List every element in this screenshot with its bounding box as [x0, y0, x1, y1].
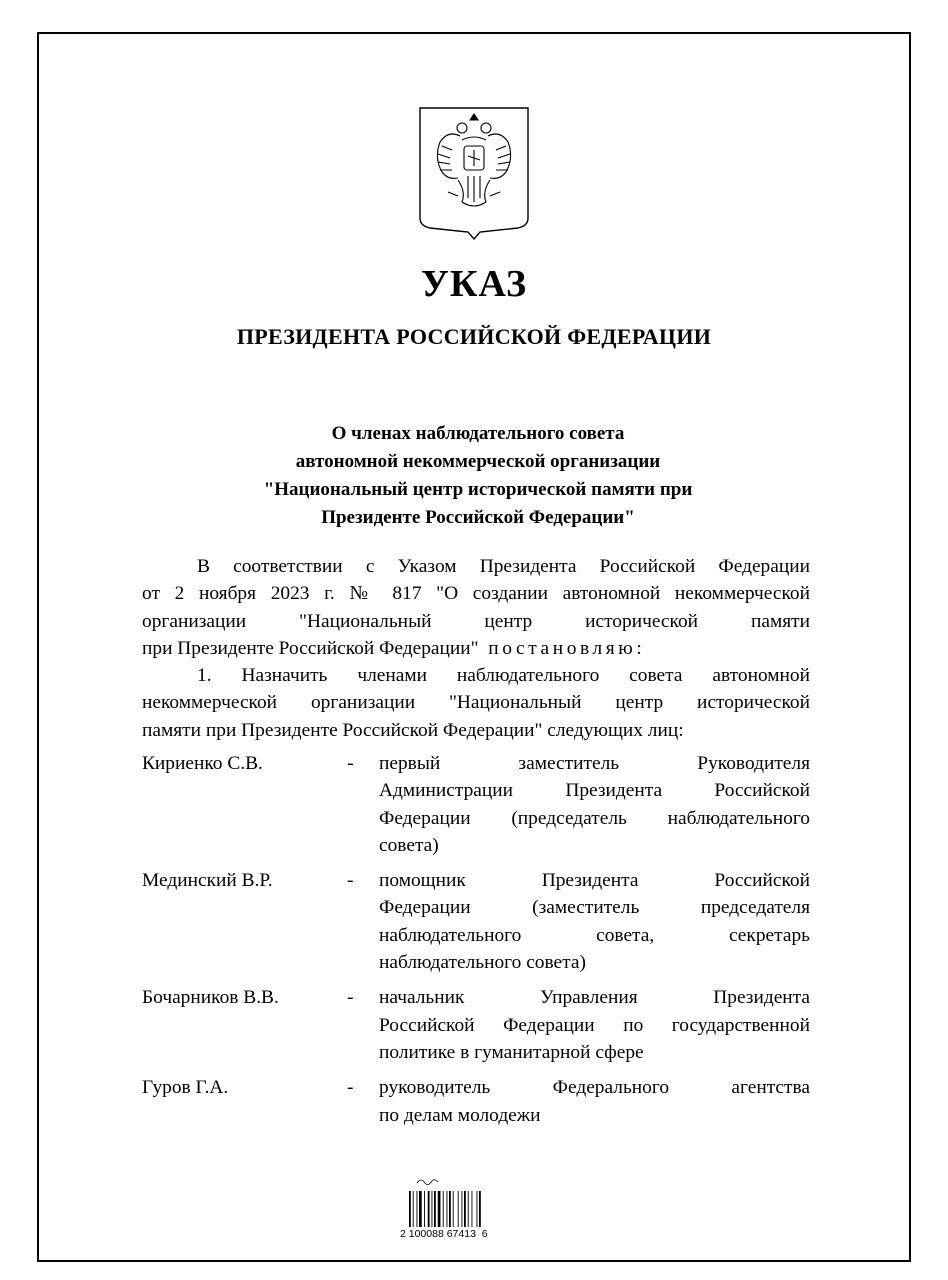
person-name: Гуров Г.А. — [142, 1077, 229, 1099]
role-line: Федерации (заместитель председателя — [379, 897, 810, 919]
barcode-bar — [462, 1191, 463, 1227]
role-line: начальник Управления Президента — [379, 987, 810, 1009]
person-role — [379, 984, 810, 1066]
dash: - — [347, 753, 354, 774]
role-line: первый заместитель Руководителя — [379, 753, 810, 774]
preamble-line: организации "Национальный центр исторической памяти — [142, 610, 810, 632]
preamble-line: от 2 ноября 2023 г. № 817 "О создании автономной некоммерческой — [142, 583, 810, 605]
barcode-bar — [419, 1191, 422, 1227]
persons-list — [142, 750, 810, 1129]
barcode-bar — [449, 1191, 451, 1227]
decree-body — [142, 553, 810, 744]
dash: - — [347, 987, 354, 1009]
heading-line: Президенте Российской Федерации" — [321, 507, 635, 528]
dash: - — [347, 870, 354, 892]
role-line: наблюдательного совета, секретарь — [379, 924, 810, 946]
barcode-bar — [443, 1191, 444, 1227]
barcode-number: 2 100088 67413 6 — [400, 1228, 488, 1240]
barcode-bar — [447, 1191, 448, 1227]
role-line: совета) — [379, 834, 439, 856]
person-role — [379, 750, 810, 859]
document-subtitle: ПРЕЗИДЕНТА РОССИЙСКОЙ ФЕДЕРАЦИИ — [236, 324, 712, 349]
item-line: некоммерческой организации "Национальный центр исторической — [142, 692, 810, 714]
barcode-bar — [453, 1191, 454, 1227]
preamble-line-final — [142, 635, 810, 662]
role-line: по делам молодежи — [379, 1104, 541, 1126]
heading-line: автономной некоммерческой организации — [295, 451, 661, 472]
person-name: Бочарников В.В. — [142, 987, 279, 1009]
role-line: Администрации Президента Российской — [379, 780, 810, 802]
barcode-bar — [458, 1191, 459, 1227]
role-line: политике в гуманитарной сфере — [379, 1041, 644, 1063]
role-line: помощник Президента Российской — [379, 870, 810, 892]
barcode-bar — [409, 1191, 411, 1227]
barcode-bar — [432, 1191, 433, 1227]
barcode-bar — [417, 1191, 418, 1227]
preamble-text: при Президенте Российской Федерации" — [142, 637, 479, 659]
item-line: памяти при Президенте Российской Федерации" следующих лиц: — [142, 719, 684, 741]
barcode-bar — [477, 1191, 478, 1227]
signature-mark — [417, 1180, 438, 1185]
person-role — [379, 1074, 810, 1129]
barcode-bar — [413, 1191, 414, 1227]
item-line: 1. Назначить членами наблюдательного совета автономной — [197, 665, 810, 687]
role-line: Российской Федерации по государственной — [379, 1014, 810, 1036]
person-role — [379, 867, 810, 976]
person-row — [142, 867, 810, 976]
preamble-line: В соответствии с Указом Президента Российской Федерации — [197, 556, 810, 577]
coat-of-arms-emblem — [418, 106, 530, 240]
barcode-bar — [472, 1191, 473, 1227]
document-title: УКАЗ — [421, 263, 527, 305]
person-name: Кириенко С.В. — [142, 753, 263, 774]
person-row — [142, 1074, 810, 1129]
decree-word: постановляю: — [488, 637, 646, 659]
role-line: наблюдательного совета) — [379, 952, 586, 974]
dash: - — [347, 1077, 354, 1099]
person-name: Мединский В.Р. — [142, 870, 273, 892]
person-row — [142, 984, 810, 1066]
barcode-bar — [438, 1191, 441, 1227]
barcode-bar — [434, 1191, 436, 1227]
barcode-bar — [468, 1191, 469, 1227]
barcode-bar — [464, 1191, 466, 1227]
heading-line: О членах наблюдательного совета — [331, 423, 625, 444]
person-row — [142, 750, 810, 859]
barcode-bar — [424, 1191, 425, 1227]
role-line: руководитель Федерального агентства — [379, 1077, 810, 1099]
barcode-bar — [479, 1191, 481, 1227]
barcode-bar — [428, 1191, 430, 1227]
heading-line: "Национальный центр исторической памяти при — [263, 479, 693, 500]
role-line: Федерации (председатель наблюдательного — [379, 807, 810, 829]
decree-heading — [180, 420, 776, 532]
